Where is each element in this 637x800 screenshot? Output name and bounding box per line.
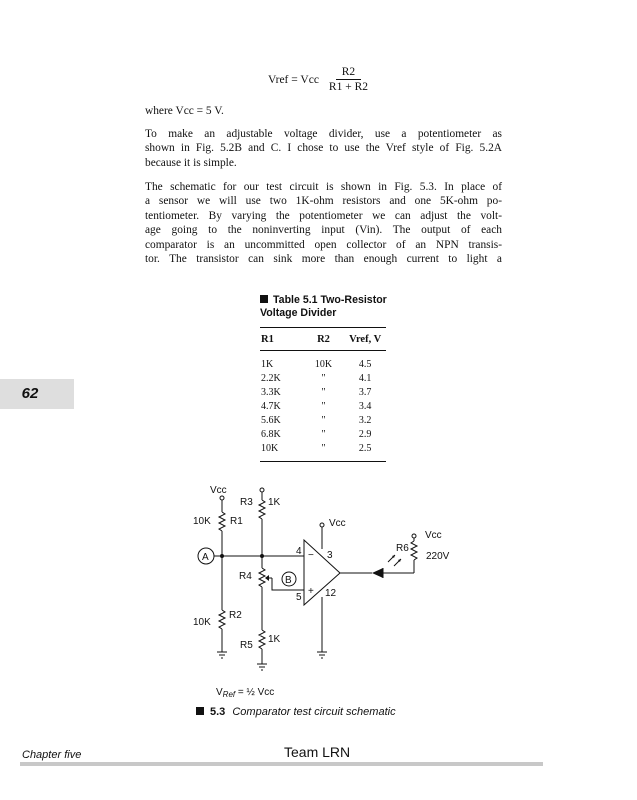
header-vref: Vref, V	[349, 333, 382, 345]
label-r3-value: 1K	[268, 497, 281, 508]
label-r2-value: 10K	[193, 617, 211, 628]
vcc-terminal-icon	[320, 523, 324, 527]
table-row: 5.6K " 3.2	[261, 414, 372, 426]
vcc-terminal-icon	[220, 496, 224, 500]
resistor-r6	[411, 541, 417, 560]
label-r1: R1	[230, 516, 243, 527]
label-vcc: Vcc	[210, 485, 227, 496]
resistor-r1	[219, 512, 225, 531]
junction-dot	[260, 554, 264, 558]
label-pin12: 12	[325, 588, 337, 599]
vcc-terminal-icon	[412, 534, 416, 538]
table-row: 4.7K " 3.4	[261, 400, 372, 412]
figure-caption: 5.3 Comparator test circuit schematic	[196, 706, 396, 718]
vcc-terminal-icon	[260, 488, 264, 492]
table-row: 10K " 2.5	[261, 442, 372, 454]
header-r2: R2	[317, 333, 330, 345]
label-r4: R4	[239, 571, 252, 582]
publisher-label: Team LRN	[284, 744, 351, 760]
text-line: age going to the noninverting input (Vin). The output of each	[145, 224, 502, 237]
text-line: To make an adjustable voltage divider, use a potentiometer as	[145, 128, 502, 140]
label-vcc: Vcc	[425, 530, 442, 541]
text-line: tentiometer. By varying the potentiometer we can adjust the volt-	[145, 209, 502, 222]
table-row: 1K 10K 4.5	[261, 358, 372, 370]
table-row: 2.2K " 4.1	[261, 372, 372, 384]
formula-lhs: Vref = Vcc	[268, 73, 319, 86]
where-line: where Vcc = 5 V.	[145, 105, 224, 117]
text-line: tor. The transistor can sink more than enough current to light a	[145, 253, 502, 266]
label-r5: R5	[240, 640, 253, 651]
text-line: because it is simple.	[145, 156, 237, 169]
table-caption: Table 5.1 Two-Resistor Voltage Divider	[260, 294, 387, 319]
formula-denominator: R1 + R2	[328, 81, 368, 93]
label-r1-value: 10K	[193, 516, 211, 527]
label-vcc: Vcc	[329, 518, 346, 529]
label-r5-value: 1K	[268, 634, 281, 645]
junction-dot	[220, 554, 224, 558]
page-number: 62	[21, 385, 39, 402]
led-icon	[372, 568, 383, 578]
text-line: The schematic for our test circuit is shown in Fig. 5.3. In place of	[145, 181, 502, 193]
label-minus: −	[308, 550, 314, 561]
footer-rule	[20, 762, 543, 766]
text-line: a sensor we will use two 1K-ohm resistors and one 5K-ohm po-	[145, 195, 502, 208]
text-line: comparator is an uncommitted open collector of an NPN transis-	[145, 238, 502, 251]
label-r2: R2	[229, 610, 242, 621]
table-row: 6.8K " 2.9	[261, 428, 372, 440]
resistor-r5	[259, 630, 265, 649]
caption-square-icon	[196, 707, 204, 715]
label-pin4: 4	[296, 546, 302, 557]
label-pin5: 5	[296, 592, 302, 603]
vref-equation: $V_{Ref}$ = ½ Vcc	[216, 687, 275, 699]
label-r3: R3	[240, 497, 253, 508]
label-r6: R6	[396, 543, 409, 554]
label-r6-value: 220V	[426, 551, 450, 562]
resistor-r2	[219, 610, 225, 629]
label-node-b: B	[285, 575, 292, 586]
label-node-a: A	[202, 552, 209, 563]
label-plus: +	[308, 586, 314, 597]
potentiometer-r4	[259, 568, 265, 587]
table-row: 3.3K " 3.7	[261, 386, 372, 398]
chapter-label: Chapter five	[22, 749, 82, 761]
resistor-r3	[259, 500, 265, 519]
text-line: shown in Fig. 5.2B and C. I chose to use the Vref style of Fig. 5.2A	[145, 142, 502, 155]
label-pin3: 3	[327, 550, 333, 561]
header-r1: R1	[261, 333, 274, 345]
formula-numerator: R2	[336, 66, 361, 80]
